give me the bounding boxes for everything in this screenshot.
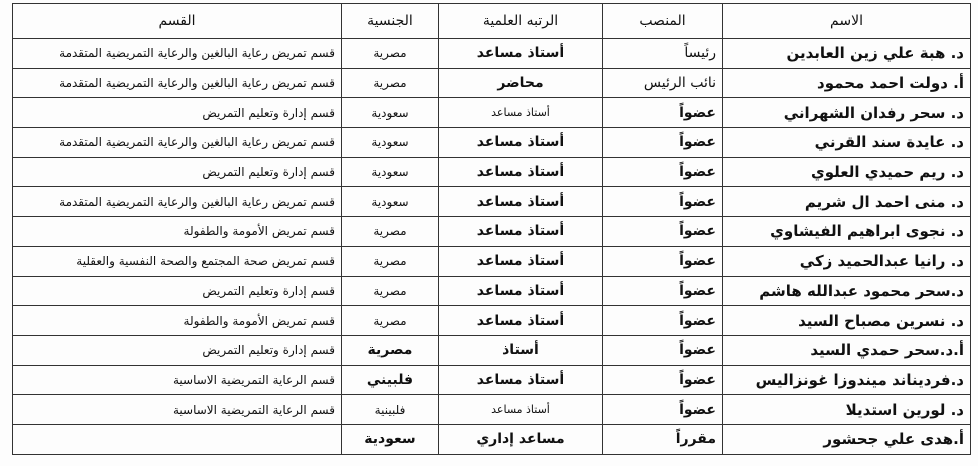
table-header-row xyxy=(13,4,971,39)
table-row xyxy=(13,39,971,69)
member-name: د. هبة علي زين العابدين xyxy=(723,39,971,69)
member-department: قسم تمريض الأمومة والطفولة xyxy=(13,306,342,336)
member-position: عضواً xyxy=(603,98,723,128)
table-row xyxy=(13,365,971,395)
member-name: د. ريم حميدي العلوي xyxy=(723,157,971,187)
member-department: قسم تمريض الأمومة والطفولة xyxy=(13,217,342,247)
member-rank: مساعد إداري xyxy=(439,424,603,454)
member-nationality: مصرية xyxy=(342,217,439,247)
committee-members-table xyxy=(12,3,971,455)
member-department: قسم تمريض رعاية البالغين والرعاية التمريضية المتقدمة xyxy=(13,128,342,158)
member-name: أ. دولت احمد محمود xyxy=(723,68,971,98)
member-name: د. سحر رفدان الشهراني xyxy=(723,98,971,128)
member-nationality: سعودية xyxy=(342,128,439,158)
member-nationality: مصرية xyxy=(342,246,439,276)
member-nationality: سعودية xyxy=(342,157,439,187)
member-nationality: مصرية xyxy=(342,276,439,306)
member-rank: أستاذ مساعد xyxy=(439,39,603,69)
member-department: قسم إدارة وتعليم التمريض xyxy=(13,98,342,128)
member-nationality: مصرية xyxy=(342,335,439,365)
header-name: الاسم xyxy=(723,4,971,39)
member-department: قسم إدارة وتعليم التمريض xyxy=(13,276,342,306)
header-department: القسم xyxy=(13,4,342,39)
table-row xyxy=(13,68,971,98)
member-nationality: مصرية xyxy=(342,68,439,98)
member-position: عضواً xyxy=(603,217,723,247)
member-position: عضواً xyxy=(603,365,723,395)
member-name: د. منى احمد ال شريم xyxy=(723,187,971,217)
table-row xyxy=(13,217,971,247)
member-position: نائب الرئيس xyxy=(603,68,723,98)
member-department: قسم تمريض رعاية البالغين والرعاية التمريضية المتقدمة xyxy=(13,39,342,69)
member-rank: أستاذ مساعد xyxy=(439,395,603,425)
table-row xyxy=(13,395,971,425)
member-nationality: فلبينية xyxy=(342,395,439,425)
header-rank: الرتبه العلمية xyxy=(439,4,603,39)
member-rank: أستاذ مساعد xyxy=(439,157,603,187)
member-department: قسم تمريض رعاية البالغين والرعاية التمريضية المتقدمة xyxy=(13,187,342,217)
member-rank: أستاذ مساعد xyxy=(439,98,603,128)
member-department: قسم إدارة وتعليم التمريض xyxy=(13,335,342,365)
table-row xyxy=(13,157,971,187)
table-row xyxy=(13,424,971,454)
member-position: مقرراً xyxy=(603,424,723,454)
member-rank: أستاذ xyxy=(439,335,603,365)
table-row xyxy=(13,187,971,217)
member-rank: أستاذ مساعد xyxy=(439,306,603,336)
member-name: د. عايدة سند القرني xyxy=(723,128,971,158)
member-position: عضواً xyxy=(603,335,723,365)
member-name: د. رانيا عبدالحميد زكي xyxy=(723,246,971,276)
member-nationality: فلبيني xyxy=(342,365,439,395)
member-nationality: سعودية xyxy=(342,424,439,454)
member-rank: أستاذ مساعد xyxy=(439,217,603,247)
member-position: عضواً xyxy=(603,128,723,158)
member-rank: أستاذ مساعد xyxy=(439,187,603,217)
member-department: قسم إدارة وتعليم التمريض xyxy=(13,157,342,187)
header-position: المنصب xyxy=(603,4,723,39)
member-nationality: سعودية xyxy=(342,98,439,128)
member-position: رئيساً xyxy=(603,39,723,69)
table-row xyxy=(13,98,971,128)
member-nationality: مصرية xyxy=(342,306,439,336)
table-row xyxy=(13,276,971,306)
header-nationality: الجنسية xyxy=(342,4,439,39)
member-department: قسم الرعاية التمريضية الاساسية xyxy=(13,365,342,395)
member-nationality: مصرية xyxy=(342,39,439,69)
member-name: د. نسرين مصباح السيد xyxy=(723,306,971,336)
member-position: عضواً xyxy=(603,306,723,336)
member-name: أ.د.سحر حمدي السيد xyxy=(723,335,971,365)
member-rank: أستاذ مساعد xyxy=(439,246,603,276)
member-name: د.فرديناند ميندوزا غونزاليس xyxy=(723,365,971,395)
table-row xyxy=(13,306,971,336)
member-department: قسم الرعاية التمريضية الاساسية xyxy=(13,395,342,425)
member-rank: أستاذ مساعد xyxy=(439,128,603,158)
member-nationality: سعودية xyxy=(342,187,439,217)
member-position: عضواً xyxy=(603,276,723,306)
member-department: قسم تمريض رعاية البالغين والرعاية التمريضية المتقدمة xyxy=(13,68,342,98)
member-position: عضواً xyxy=(603,246,723,276)
member-name: د. نجوى ابراهيم الفيشاوي xyxy=(723,217,971,247)
table-row xyxy=(13,335,971,365)
member-name: أ.هدى علي جحشور xyxy=(723,424,971,454)
member-position: عضواً xyxy=(603,157,723,187)
member-name: د.سحر محمود عبدالله هاشم xyxy=(723,276,971,306)
member-department xyxy=(13,424,342,454)
table-row xyxy=(13,128,971,158)
member-department: قسم تمريض صحة المجتمع والصحة النفسية والعقلية xyxy=(13,246,342,276)
table-row xyxy=(13,246,971,276)
member-position: عضواً xyxy=(603,395,723,425)
member-rank: أستاذ مساعد xyxy=(439,276,603,306)
member-rank: محاضر xyxy=(439,68,603,98)
member-position: عضواً xyxy=(603,187,723,217)
member-name: د. لورين استديلا xyxy=(723,395,971,425)
member-rank: أستاذ مساعد xyxy=(439,365,603,395)
